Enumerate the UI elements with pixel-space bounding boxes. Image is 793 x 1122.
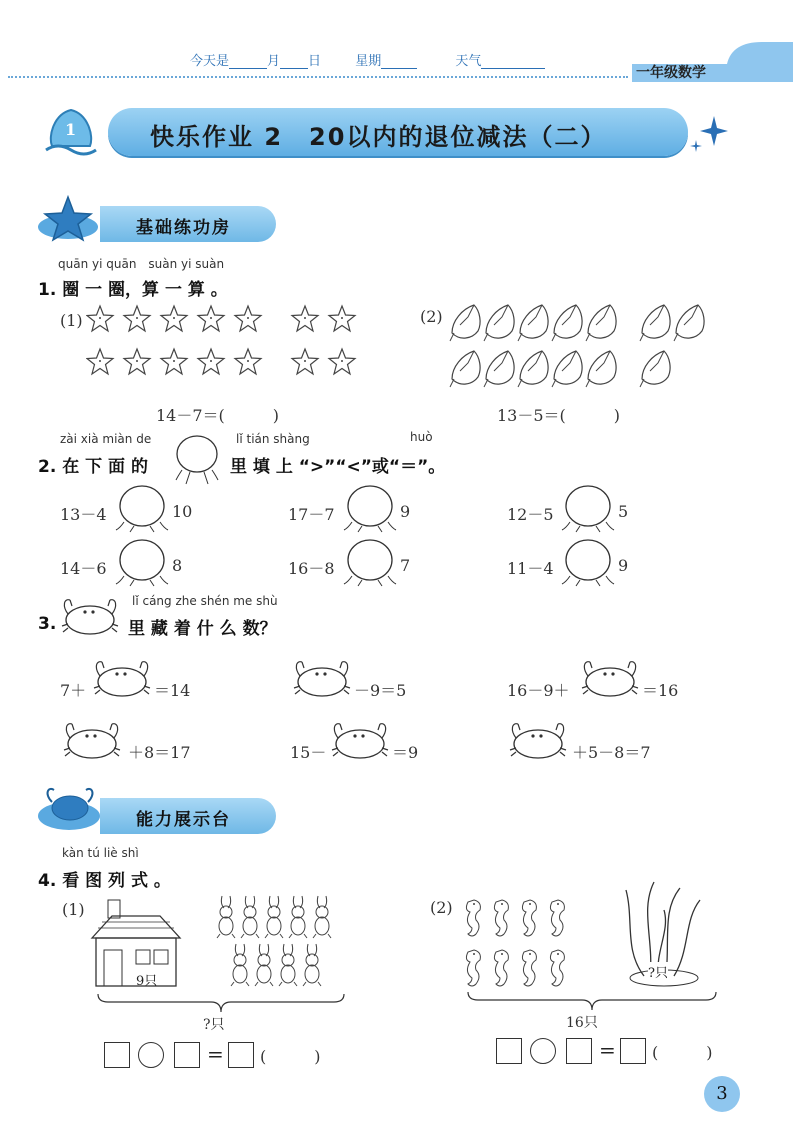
title-band <box>108 108 688 156</box>
month-label: 月 <box>267 54 281 69</box>
q3-item-post: －9＝5 <box>354 681 407 700</box>
answer-box[interactable] <box>228 1042 254 1068</box>
q4-text: 4. 看 图 列 式 。 <box>38 871 171 891</box>
q3-crab-blank[interactable] <box>92 658 154 702</box>
conch-row-2 <box>450 351 670 387</box>
weather-blank[interactable] <box>481 56 545 69</box>
header-divider <box>8 76 628 78</box>
q2-item-left: 14－6 <box>60 559 107 578</box>
answer-box[interactable] <box>174 1042 200 1068</box>
q2-item-left: 12－5 <box>507 505 554 524</box>
q3-item-post: ＝9 <box>392 743 419 762</box>
q1-part2-label: (2) <box>420 307 443 326</box>
day-blank[interactable] <box>280 56 308 69</box>
q4-part2-brace <box>466 990 718 1012</box>
page-title: 快乐作业 2 20以内的退位减法（二） <box>150 123 607 151</box>
q3-item-pre: 16－9＋ <box>507 681 570 700</box>
seahorse-group <box>462 898 582 992</box>
q3-crab-blank[interactable] <box>62 720 124 764</box>
house-illustration <box>90 898 182 990</box>
q2-item-right: 9 <box>400 502 411 521</box>
q2-answer-circle[interactable] <box>342 484 398 538</box>
weekday-blank[interactable] <box>381 56 417 69</box>
q3-item-post: ＋5－8＝7 <box>572 743 651 762</box>
day-label: 日 <box>308 54 322 69</box>
operator-circle[interactable] <box>138 1042 164 1068</box>
q3-pinyin: lǐ cáng zhe shén me shù <box>132 594 278 608</box>
q2-answer-circle[interactable] <box>114 484 170 538</box>
q1-text: 1. 圈 一 圈，算 一 算 。 <box>38 280 228 300</box>
q3-crab-blank[interactable] <box>508 720 570 764</box>
q2-answer-circle[interactable] <box>114 538 170 592</box>
q2-item-right: 7 <box>400 556 411 575</box>
shell-icon <box>42 106 100 160</box>
starfish-row-2 <box>87 349 355 374</box>
q2-text-a: 2. 在 下 面 的 <box>38 457 148 477</box>
q2-item-left: 11－4 <box>507 559 554 578</box>
q4-part2-label: (2) <box>430 898 453 917</box>
q3-item-pre: 15－ <box>290 743 327 762</box>
q2-item-left: 13－4 <box>60 505 107 524</box>
starfish-icon <box>38 193 98 243</box>
q2-pinyin-a: zài xià miàn de <box>60 432 152 446</box>
section-label-ability: 能力展示台 <box>136 810 231 830</box>
weekday-label: 星期 <box>355 54 382 69</box>
q2-item-right: 10 <box>172 502 193 521</box>
q1-part2-expression[interactable]: 13－5＝( ) <box>497 406 621 425</box>
q2-jellyfish-icon <box>174 434 220 490</box>
q3-crab-blank[interactable] <box>292 658 354 702</box>
house-count-label: 9只 <box>136 974 158 989</box>
q2-text-b: 里 填 上 “>”“<”或“＝”。 <box>230 457 446 477</box>
q3-item-post: ＋8＝17 <box>128 743 191 762</box>
page-number: 3 <box>704 1076 740 1112</box>
q2-answer-circle[interactable] <box>342 538 398 592</box>
crab-badge-icon <box>38 784 100 834</box>
answer-box[interactable] <box>566 1038 592 1064</box>
q1-conch-group <box>448 303 718 395</box>
q2-item-right: 8 <box>172 556 183 575</box>
q2-item-right: 9 <box>618 556 629 575</box>
q1-part1-expression[interactable]: 14－7＝( ) <box>156 406 280 425</box>
q1-starfish-group <box>86 303 366 393</box>
q3-number: 3. <box>38 614 57 634</box>
answer-box[interactable] <box>104 1042 130 1068</box>
date-today-label: 今天是 <box>190 54 230 69</box>
date-line <box>190 50 545 69</box>
seaweed-hidden-label: ?只 <box>648 962 668 981</box>
q4-part1-brace <box>96 992 346 1014</box>
section-band-basic <box>100 206 276 242</box>
grade-label: 一年级数学 <box>636 65 706 81</box>
q2-pinyin-c: huò <box>410 430 433 444</box>
q2-item-left: 16－8 <box>288 559 335 578</box>
seaweed-illustration <box>614 880 714 988</box>
unit-paren[interactable]: ( ) <box>652 1043 713 1062</box>
month-blank[interactable] <box>229 56 267 69</box>
grade-tab <box>632 42 793 82</box>
starfish-row-1 <box>87 306 355 331</box>
q3-item-post: ＝16 <box>642 681 679 700</box>
q4-part1-label: (1) <box>62 900 85 919</box>
q4-part2-total: 16只 <box>566 1015 598 1031</box>
crab-icon <box>60 596 122 638</box>
q2-answer-circle[interactable] <box>560 484 616 538</box>
sparkle-icon <box>690 112 730 160</box>
q2-pinyin-b: lǐ tián shàng <box>236 432 310 446</box>
q2-item-right: 5 <box>618 502 629 521</box>
q4-part1-total: ?只 <box>203 1017 225 1033</box>
weather-label: 天气 <box>455 54 482 69</box>
equals-sign: = <box>207 1042 224 1066</box>
q2-answer-circle[interactable] <box>560 538 616 592</box>
q3-item-post: ＝14 <box>154 681 191 700</box>
unit-paren[interactable]: ( ) <box>260 1047 321 1066</box>
section-band-ability <box>100 798 276 834</box>
q3-crab-blank[interactable] <box>580 658 642 702</box>
equals-sign: = <box>599 1038 616 1062</box>
q3-item-pre: 7＋ <box>60 681 87 700</box>
answer-box[interactable] <box>620 1038 646 1064</box>
q3-text: 里 藏 着 什 么 数？ <box>128 619 277 639</box>
q3-crab-blank[interactable] <box>330 720 392 764</box>
answer-box[interactable] <box>496 1038 522 1064</box>
q2-item-left: 17－7 <box>288 505 335 524</box>
conch-row-1 <box>450 305 704 341</box>
q4-pinyin: kàn tú liè shì <box>62 846 139 860</box>
rabbit-group <box>214 894 344 990</box>
operator-circle[interactable] <box>530 1038 556 1064</box>
q1-part1-label: (1) <box>60 311 83 330</box>
title-number: 1 <box>65 120 77 139</box>
q1-pinyin: quān yi quān suàn yi suàn <box>58 257 225 271</box>
section-label-basic: 基础练功房 <box>136 218 231 238</box>
